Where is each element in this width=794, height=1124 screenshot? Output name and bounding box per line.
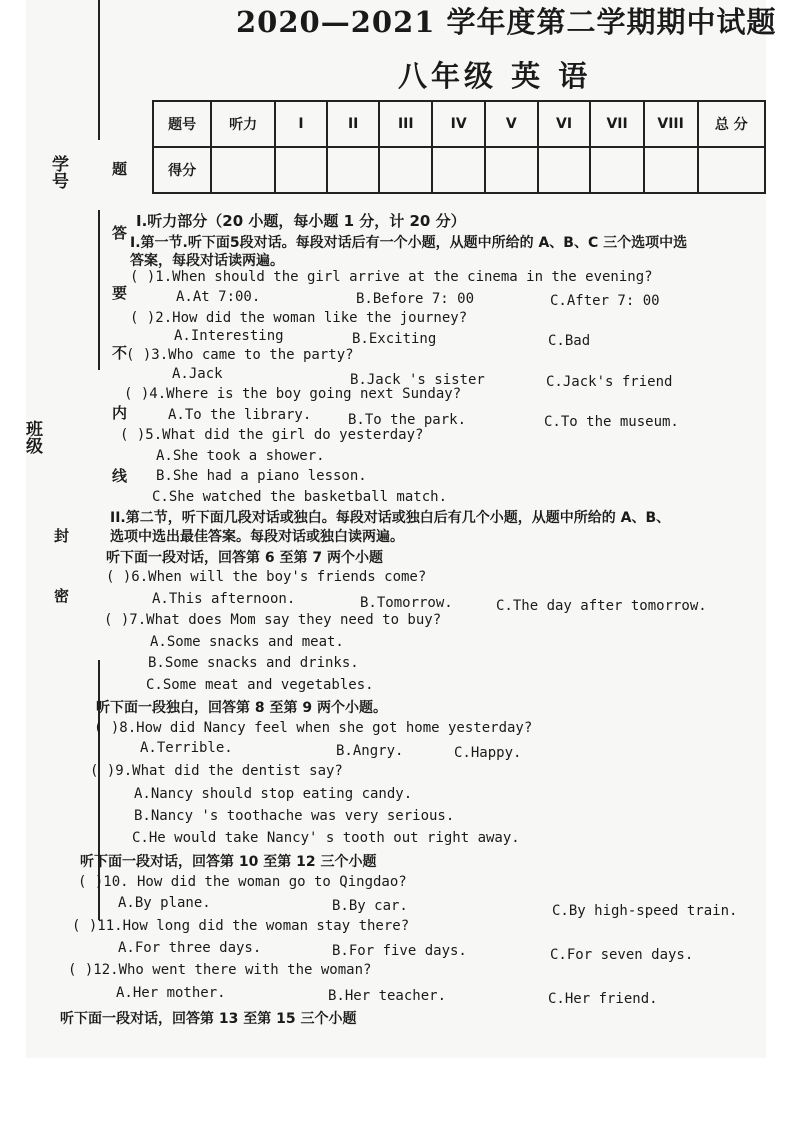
score-cell [432, 147, 485, 193]
option: A.This afternoon. [152, 591, 296, 607]
table-cell: I [275, 101, 327, 147]
listening-instruction: 听下面一段对话，回答第 13 至第 15 三个小题 [60, 1011, 357, 1027]
seal-char: 题 [112, 160, 128, 178]
option: C.By high-speed train. [552, 903, 738, 919]
option: A.Terrible. [140, 740, 233, 756]
option: B.Tomorrow. [360, 595, 453, 611]
score-table-header-row [153, 101, 765, 147]
table-cell: VII [590, 101, 643, 147]
exam-title: 2020—2021 学年度第二学期期中试题 [236, 5, 777, 39]
table-cell: VIII [644, 101, 698, 147]
option: C.Some meat and vegetables. [146, 677, 374, 693]
question-stem: ( )2.How did the woman like the journey? [130, 310, 468, 326]
option: A.Nancy should stop eating candy. [134, 786, 413, 802]
option: A.By plane. [118, 895, 211, 911]
question-stem: ( )3.Who came to the party? [126, 347, 354, 363]
section-instruction: 选项中选出最佳答案。每段对话或独白读两遍。 [110, 529, 404, 545]
option: B.To the park. [348, 412, 467, 428]
option: A.Interesting [174, 328, 284, 344]
option: C.After 7: 00 [550, 293, 660, 309]
question-stem: ( )12.Who went there with the woman? [68, 962, 372, 978]
option: C.Her friend. [548, 991, 658, 1007]
option: A.To the library. [168, 407, 312, 423]
score-table [152, 100, 766, 194]
table-cell: 得分 [153, 147, 211, 193]
question-stem: ( )7.What does Mom say they need to buy? [104, 612, 442, 628]
question-stem: ( )5.What did the girl do yesterday? [120, 427, 424, 443]
option: A.She took a shower. [156, 448, 325, 464]
question-stem: ( )1.When should the girl arrive at the cinema in the evening? [130, 269, 653, 285]
option: B.By car. [332, 898, 408, 914]
listening-instruction: 听下面一段对话，回答第 6 至第 7 两个小题 [106, 550, 383, 566]
option: B.Nancy 's toothache was very serious. [134, 808, 455, 824]
score-cell [590, 147, 643, 193]
seal-char: 要 [112, 284, 128, 302]
seal-char: 不 [112, 344, 128, 362]
table-cell: V [485, 101, 537, 147]
listening-instruction: 听下面一段独白，回答第 8 至第 9 两个小题。 [96, 700, 387, 716]
exam-subtitle: 八年级 英 语 [398, 59, 592, 93]
score-cell [379, 147, 432, 193]
question-stem: ( )9.What did the dentist say? [90, 763, 343, 779]
score-table-score-row [153, 147, 765, 193]
option: C.She watched the basketball match. [152, 489, 448, 505]
score-cell [538, 147, 591, 193]
option: B.Jack 's sister [350, 372, 485, 388]
option: A.Her mother. [116, 985, 226, 1001]
question-stem: ( )11.How long did the woman stay there? [72, 918, 410, 934]
score-cell [211, 147, 275, 193]
option: C.He would take Nancy' s tooth out right away. [132, 830, 520, 846]
question-stem: ( )8.How did Nancy feel when she got home yesterday? [94, 720, 533, 736]
score-cell [698, 147, 766, 193]
question-stem: ( )6.When will the boy's friends come? [106, 569, 427, 585]
option: B.Angry. [336, 743, 404, 759]
table-cell: 题号 [153, 101, 211, 147]
table-cell: III [379, 101, 432, 147]
option: B.She had a piano lesson. [156, 468, 367, 484]
section-heading: I.听力部分（20 小题，每小题 1 分，计 20 分） [136, 212, 466, 230]
option: C.Bad [548, 333, 591, 349]
option: A.Some snacks and meat. [150, 634, 344, 650]
seal-char: 线 [112, 467, 128, 485]
seal-char: 内 [112, 404, 128, 422]
class-label: 班级 [22, 420, 42, 454]
section-instruction: II.第二节，听下面几段对话或独白。每段对话或独白后有几个小题，从题中所给的 A、B、 [110, 510, 671, 526]
score-cell [275, 147, 327, 193]
score-cell [327, 147, 379, 193]
listening-instruction: 听下面一段对话，回答第 10 至第 12 三个小题 [80, 854, 377, 870]
option: B.Exciting [352, 331, 437, 347]
option: C.Happy. [454, 745, 522, 761]
table-cell: VI [538, 101, 591, 147]
option: B.Some snacks and drinks. [148, 655, 359, 671]
seal-char: 密 [54, 587, 70, 605]
option: C.To the museum. [544, 414, 679, 430]
binding-line-top [98, 0, 100, 140]
option: C.For seven days. [550, 947, 694, 963]
option: B.Her teacher. [328, 988, 447, 1004]
seal-char: 封 [54, 527, 70, 545]
binding-line-mid [98, 210, 100, 370]
seal-char: 答 [112, 224, 128, 242]
option: B.Before 7: 00 [356, 291, 475, 307]
option: A.At 7:00. [176, 289, 261, 305]
section-instruction: I.第一节.听下面5段对话。每段对话后有一个小题，从题中所给的 A、B、C 三个选项中选 [130, 235, 688, 251]
question-stem: ( )4.Where is the boy going next Sunday? [124, 386, 462, 402]
option: A.Jack [172, 366, 223, 382]
table-cell: IV [432, 101, 485, 147]
option: B.For five days. [332, 943, 467, 959]
table-cell: II [327, 101, 379, 147]
option: C.The day after tomorrow. [496, 598, 707, 614]
option: C.Jack's friend [546, 374, 673, 390]
student-number-label: 学号 [48, 155, 68, 189]
option: A.For three days. [118, 940, 262, 956]
score-cell [644, 147, 698, 193]
section-instruction: 答案，每段对话读两遍。 [130, 253, 284, 269]
exam-paper [22, 0, 777, 1058]
table-cell: 总 分 [698, 101, 766, 147]
table-cell: 听力 [211, 101, 275, 147]
score-cell [485, 147, 537, 193]
question-stem: ( )10. How did the woman go to Qingdao? [78, 874, 407, 890]
